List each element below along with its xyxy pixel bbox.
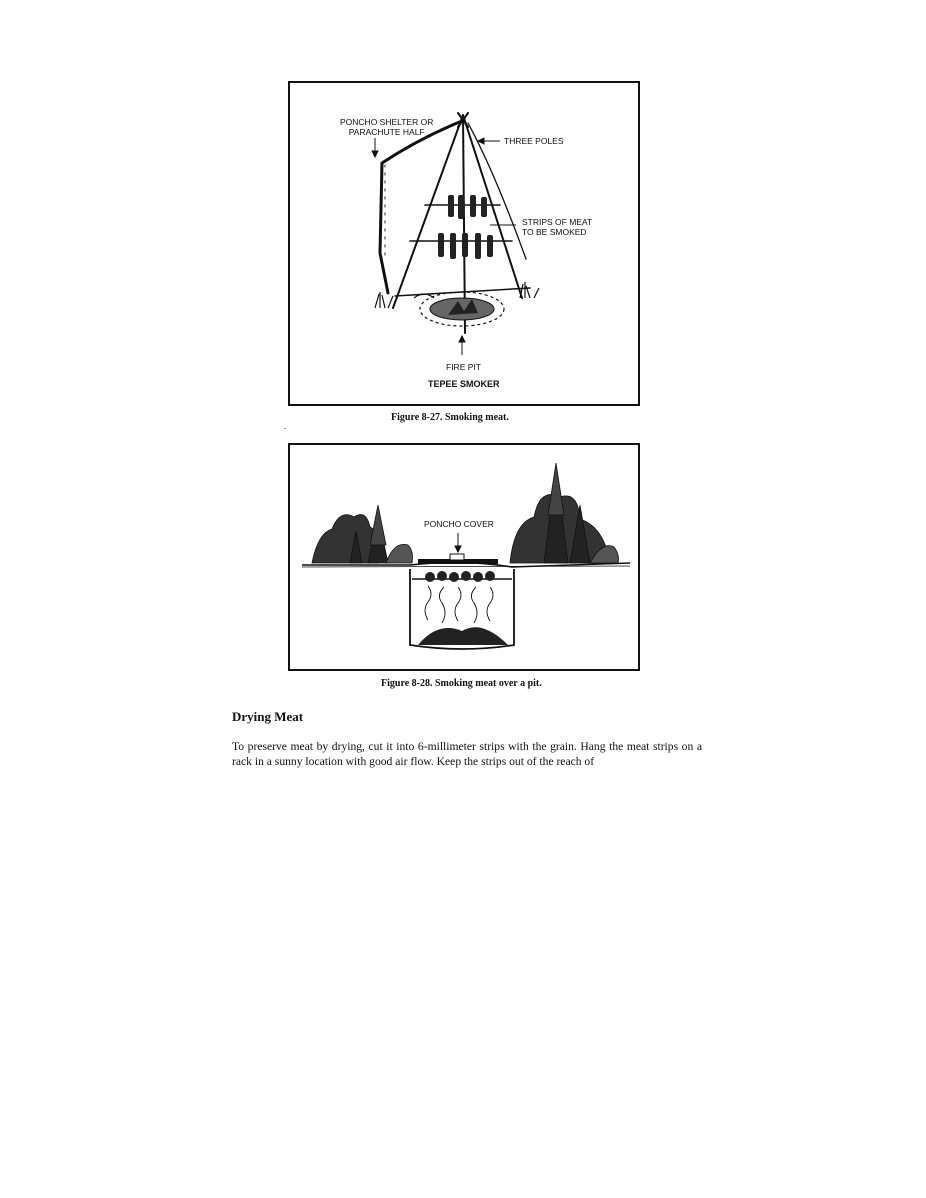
label-strips-of-meat: STRIPS OF MEAT TO BE SMOKED [522, 217, 593, 237]
label-poncho-cover: PONCHO COVER [424, 519, 494, 529]
label-three-poles: THREE POLES [504, 136, 564, 146]
section-heading: Drying Meat [232, 709, 304, 724]
label-fire-pit: FIRE PIT [446, 362, 481, 372]
body-paragraph: To preserve meat by drying, cut it into 6-millimeter strips with the grain. Hang the meat strips on a rack in a sunny location with good air flow. Keep the strips out of the reach of [232, 740, 702, 768]
figure-smoking-pit [288, 443, 640, 671]
label-poncho-shelter: PONCHO SHELTER OR PARACHUTE HALF [340, 117, 434, 137]
figure-caption: Figure 8-28. Smoking meat over a pit. [381, 678, 542, 689]
figure-caption: Figure 8-27. Smoking meat. [391, 412, 509, 423]
figure-tepee-smoker [288, 81, 640, 406]
stray-mark [284, 428, 286, 429]
label-tepee-smoker: TEPEE SMOKER [428, 379, 500, 389]
smoking-pit-illustration [290, 445, 638, 669]
